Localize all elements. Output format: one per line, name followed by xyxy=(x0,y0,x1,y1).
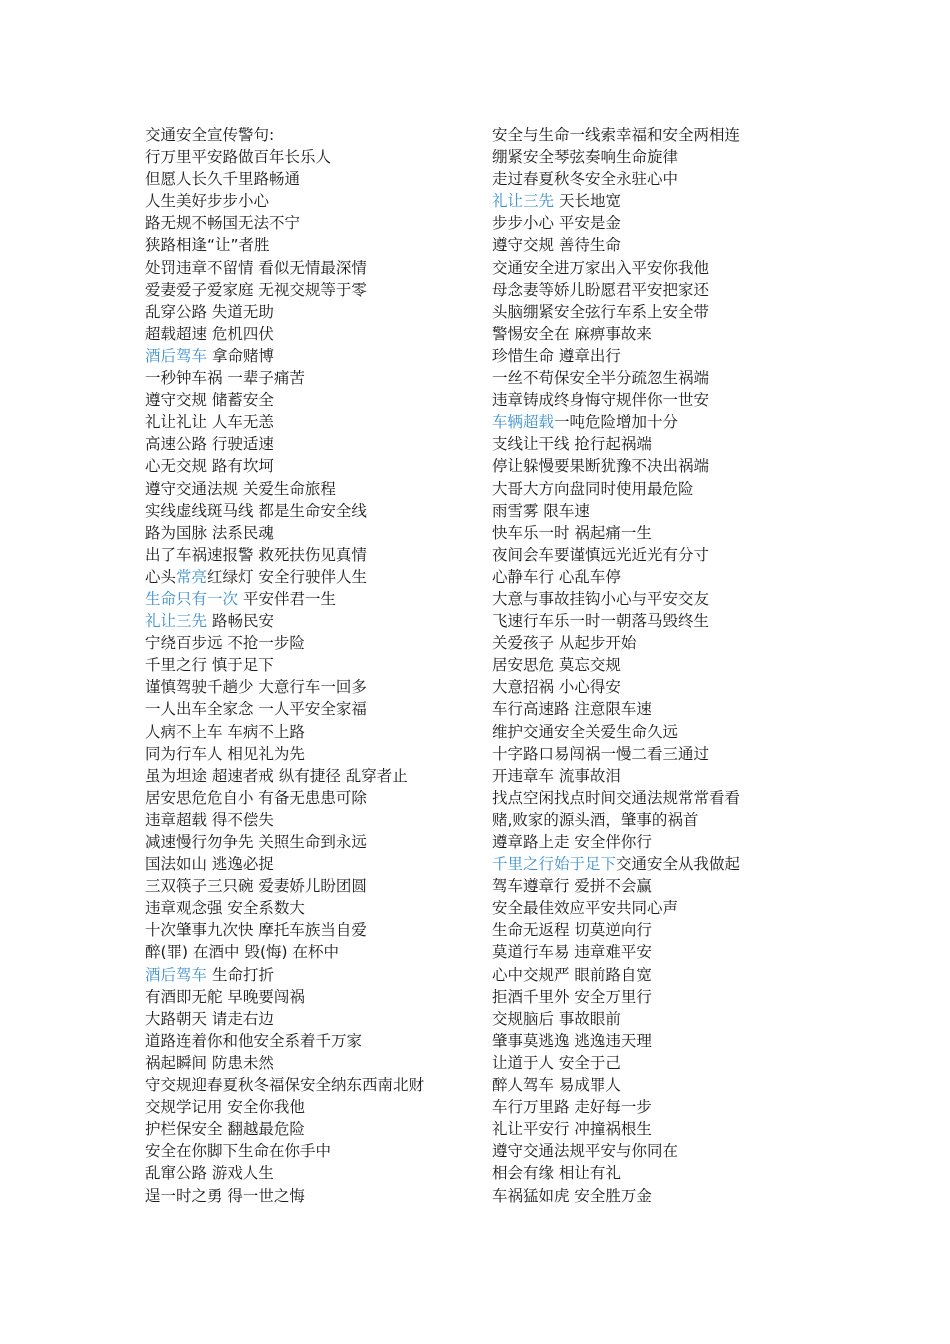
slogan-line xyxy=(145,787,475,809)
slogan-text: 停让躲慢要果断犹豫不决出祸端 xyxy=(492,457,710,476)
slogan-text: 乱穿公路 失道无助 xyxy=(145,302,274,321)
slogan-text: 一秒钟车祸 一辈子痛苦 xyxy=(145,369,305,388)
slogan-line xyxy=(145,433,475,455)
slogan-line xyxy=(145,544,475,566)
slogan-line xyxy=(492,323,792,345)
slogan-line xyxy=(492,124,792,146)
slogan-line xyxy=(145,257,475,279)
slogan-text: 十次肇事九次快 摩托车族当自爱 xyxy=(145,921,367,940)
slogan-text: 祸起瞬间 防患未然 xyxy=(145,1053,274,1072)
slogan-line xyxy=(492,500,792,522)
slogan-text: 相会有缘 相让有礼 xyxy=(492,1164,621,1183)
slogan-line xyxy=(492,544,792,566)
slogan-line xyxy=(145,1162,475,1184)
slogan-line xyxy=(145,1074,475,1096)
slogan-line xyxy=(492,809,792,831)
slogan-text: 支线让干线 抢行起祸端 xyxy=(492,435,652,454)
slogan-line xyxy=(145,411,475,433)
slogan-line xyxy=(145,367,475,389)
slogan-line xyxy=(492,234,792,256)
slogan-line xyxy=(492,367,792,389)
slogan-text: 交通安全从我做起 xyxy=(616,855,741,874)
slogan-line xyxy=(145,831,475,853)
slogan-line xyxy=(145,654,475,676)
slogan-line xyxy=(145,478,475,500)
slogan-text: 遵守交通法规 关爱生命旅程 xyxy=(145,479,336,498)
slogan-line xyxy=(145,345,475,367)
slogan-line xyxy=(145,610,475,632)
slogan-text: 有酒即无舵 早晚要闯祸 xyxy=(145,987,305,1006)
slogan-line xyxy=(145,389,475,411)
slogan-line xyxy=(492,1008,792,1030)
highlighted-text: 礼让三先 xyxy=(492,192,555,211)
slogan-line xyxy=(145,1008,475,1030)
slogan-line xyxy=(145,743,475,765)
slogan-text: 警惕安全在 麻痹事故来 xyxy=(492,324,652,343)
highlighted-text: 酒后驾车 xyxy=(145,965,208,984)
slogan-line xyxy=(492,964,792,986)
slogan-line xyxy=(492,1162,792,1184)
slogan-text: 夜间会车要谨慎远光近光有分寸 xyxy=(492,545,710,564)
slogan-text: 虽为坦途 超速者戒 纵有捷径 乱穿者止 xyxy=(145,766,408,785)
slogan-text: 超载超速 危机四伏 xyxy=(145,324,274,343)
slogan-text: 莫道行车易 违章难平安 xyxy=(492,943,652,962)
slogan-line xyxy=(492,919,792,941)
slogan-text: 爱妻爱子爱家庭 无视交规等于零 xyxy=(145,280,367,299)
slogan-line xyxy=(492,654,792,676)
slogan-line xyxy=(492,433,792,455)
slogan-text: 头脑绷紧安全弦行车系上安全带 xyxy=(492,302,710,321)
slogan-text: 减速慢行勿争先 关照生命到永远 xyxy=(145,833,367,851)
slogan-line xyxy=(492,610,792,632)
slogan-line xyxy=(145,522,475,544)
slogan-line xyxy=(492,853,792,875)
slogan-text: 醉人驾车 易成罪人 xyxy=(492,1076,621,1095)
slogan-text: 一吨危险增加十分 xyxy=(554,413,679,432)
slogan-text: 道路连着你和他安全系着千万家 xyxy=(145,1031,363,1050)
slogan-text: 护栏保安全 翻越最危险 xyxy=(145,1120,305,1139)
slogan-text: 人生美好步步小心 xyxy=(145,192,270,211)
slogan-line xyxy=(492,279,792,301)
slogan-text: 拒酒千里外 安全万里行 xyxy=(492,987,652,1006)
slogan-text: 快车乐一时 祸起痛一生 xyxy=(492,523,652,542)
slogan-text: 生命无返程 切莫逆向行 xyxy=(492,921,652,940)
slogan-text: 高速公路 行驶适速 xyxy=(145,435,274,454)
slogan-text: 安全在你脚下生命在你手中 xyxy=(145,1142,332,1161)
slogan-text: 处罚违章不留情 看似无情最深情 xyxy=(145,258,367,277)
slogan-text: 飞速行车乐一时一朝落马毁终生 xyxy=(492,612,710,631)
slogan-line xyxy=(145,124,475,146)
slogan-line xyxy=(145,986,475,1008)
slogan-text: 宁绕百步远 不抢一步险 xyxy=(145,634,305,653)
slogan-line xyxy=(145,234,475,256)
slogan-text: 平安伴君一生 xyxy=(238,589,336,608)
slogan-line xyxy=(145,455,475,477)
slogan-text: 路为国脉 法系民魂 xyxy=(145,523,274,542)
slogan-line xyxy=(492,743,792,765)
slogan-text: 大意与事故挂钩小心与平安交友 xyxy=(492,589,710,608)
slogan-line xyxy=(492,522,792,544)
highlighted-text: 车辆超载 xyxy=(492,413,555,432)
slogan-text: 大路朝天 请走右边 xyxy=(145,1009,274,1028)
slogan-line xyxy=(492,190,792,212)
slogan-text: 找点空闲找点时间交通法规常常看看 xyxy=(492,788,741,807)
slogan-text: 违章超载 得不偿失 xyxy=(145,810,274,829)
slogan-line xyxy=(492,257,792,279)
slogan-text: 人病不上车 车病不上路 xyxy=(145,722,305,741)
slogan-line xyxy=(492,632,792,654)
slogan-text: 居安思危 莫忘交规 xyxy=(492,656,621,675)
slogan-line xyxy=(492,566,792,588)
slogan-text: 安全最佳效应平安共同心声 xyxy=(492,899,679,918)
slogan-text: 交规脑后 事故眼前 xyxy=(492,1009,621,1028)
slogan-text: 出了车祸速报警 救死扶伤见真情 xyxy=(145,545,367,564)
slogan-text: 遵守交规 善待生命 xyxy=(492,236,621,255)
slogan-text: 路畅民安 xyxy=(207,612,274,631)
slogan-line xyxy=(145,146,475,168)
slogan-text: 车行高速路 注意限车速 xyxy=(492,700,652,719)
slogan-line xyxy=(145,190,475,212)
slogan-line xyxy=(492,787,792,809)
slogan-line xyxy=(492,1074,792,1096)
slogan-text: 十字路口易闯祸一慢二看三通过 xyxy=(492,744,710,763)
slogan-line xyxy=(492,941,792,963)
slogan-line xyxy=(492,721,792,743)
slogan-text: 关爱孩子 从起步开始 xyxy=(492,634,637,653)
slogan-line xyxy=(492,698,792,720)
slogan-text: 珍惜生命 遵章出行 xyxy=(492,346,621,365)
slogan-text: 违章观念强 安全系数大 xyxy=(145,899,305,918)
slogan-text: 维护交通安全关爱生命久远 xyxy=(492,722,679,741)
slogan-text: 交通安全宣传警句: xyxy=(145,126,275,144)
slogan-text: 驾车遵章行 爱拼不会赢 xyxy=(492,877,652,896)
slogan-text: 居安思危危自小 有备无患患可除 xyxy=(145,788,367,807)
slogan-line xyxy=(492,301,792,323)
slogan-line xyxy=(145,500,475,522)
slogan-text: 同为行车人 相见礼为先 xyxy=(145,744,305,763)
slogan-line xyxy=(145,964,475,986)
slogan-text: 千里之行 慎于足下 xyxy=(145,656,274,675)
highlighted-text: 常亮 xyxy=(176,567,208,586)
slogan-text: 车祸猛如虎 安全胜万金 xyxy=(492,1186,652,1205)
slogan-text: 赌,败家的源头酒，肇事的祸首 xyxy=(492,810,699,829)
slogan-text: 行万里平安路做百年长乐人 xyxy=(145,148,332,167)
slogan-text: 乱窜公路 游戏人生 xyxy=(145,1164,274,1183)
slogan-text: 守交规迎春夏秋冬福保安全纳东西南北财 xyxy=(145,1076,425,1095)
slogan-line xyxy=(145,1096,475,1118)
slogan-text: 狭路相逢“让”者胜 xyxy=(145,236,270,255)
slogan-line xyxy=(492,897,792,919)
slogan-line xyxy=(145,632,475,654)
slogan-text: 但愿人长久千里路畅通 xyxy=(145,170,301,189)
slogan-text: 大哥大方向盘同时使用最危险 xyxy=(492,479,694,498)
slogan-line xyxy=(145,698,475,720)
slogan-text: 雨雪雾 限车速 xyxy=(492,501,590,520)
slogan-text: 心头 xyxy=(145,567,177,586)
slogan-line xyxy=(145,919,475,941)
slogan-line xyxy=(145,1118,475,1140)
slogan-text: 遵章路上走 安全伴你行 xyxy=(492,833,652,851)
slogan-text: 三双筷子三只碗 爱妻娇儿盼团圆 xyxy=(145,877,367,896)
slogan-text: 大意招祸 小心得安 xyxy=(492,678,621,697)
slogan-line xyxy=(145,853,475,875)
slogan-line xyxy=(145,323,475,345)
slogan-text: 交通安全进万家出入平安你我他 xyxy=(492,258,710,277)
slogan-line xyxy=(145,875,475,897)
slogan-line xyxy=(492,389,792,411)
slogan-line xyxy=(492,168,792,190)
highlighted-text: 酒后驾车 xyxy=(145,346,208,365)
slogan-line xyxy=(492,411,792,433)
slogan-line xyxy=(492,831,792,853)
slogan-line xyxy=(492,455,792,477)
slogan-line xyxy=(492,765,792,787)
slogan-text: 肇事莫逃逸 逃逸违天理 xyxy=(492,1031,652,1050)
slogan-text: 实线虚线斑马线 都是生命安全线 xyxy=(145,501,367,520)
slogan-line xyxy=(145,1185,475,1207)
slogan-line xyxy=(145,897,475,919)
slogan-line xyxy=(145,765,475,787)
slogan-line xyxy=(145,279,475,301)
slogan-line xyxy=(145,676,475,698)
slogan-line xyxy=(492,875,792,897)
slogan-text: 遵守交规 储蓄安全 xyxy=(145,391,274,410)
highlighted-text: 生命只有一次 xyxy=(145,589,239,608)
slogan-line xyxy=(145,809,475,831)
highlighted-text: 千里之行始于足下 xyxy=(492,855,617,874)
slogan-text: 路无规不畅国无法不宁 xyxy=(145,214,301,233)
slogan-text: 红绿灯 安全行驶伴人生 xyxy=(207,567,367,586)
slogan-text: 母念妻等娇儿盼愿君平安把家还 xyxy=(492,280,710,299)
slogan-line xyxy=(492,212,792,234)
slogan-text: 让道于人 安全于己 xyxy=(492,1053,621,1072)
slogan-text: 国法如山 逃逸必捉 xyxy=(145,855,274,874)
slogan-text: 谨慎驾驶千趟少 大意行车一回多 xyxy=(145,678,367,697)
slogan-text: 车行万里路 走好每一步 xyxy=(492,1098,652,1117)
slogan-line xyxy=(492,1030,792,1052)
left-column-slogans xyxy=(145,124,475,1207)
slogan-line xyxy=(145,1052,475,1074)
slogan-line xyxy=(492,345,792,367)
slogan-text: 一人出车全家念 一人平安全家福 xyxy=(145,700,367,719)
slogan-line xyxy=(145,588,475,610)
slogan-line xyxy=(145,1140,475,1162)
slogan-text: 醉(罪) 在酒中 毁(悔) 在杯中 xyxy=(145,943,339,962)
slogan-line xyxy=(145,721,475,743)
slogan-text: 生命打折 xyxy=(207,965,274,984)
slogan-text: 绷紧安全琴弦奏响生命旋律 xyxy=(492,148,679,167)
slogan-line xyxy=(145,212,475,234)
slogan-text: 心静车行 心乱车停 xyxy=(492,567,621,586)
slogan-text: 开违章车 流事故泪 xyxy=(492,766,621,785)
slogan-line xyxy=(492,1140,792,1162)
slogan-line xyxy=(492,676,792,698)
slogan-line xyxy=(492,1052,792,1074)
slogan-text: 违章铸成终身悔守规伴你一世安 xyxy=(492,391,710,410)
slogan-text: 天长地宽 xyxy=(554,192,621,211)
slogan-line xyxy=(492,146,792,168)
slogan-line xyxy=(492,1096,792,1118)
slogan-line xyxy=(492,1185,792,1207)
slogan-text: 安全与生命一线索幸福和安全两相连 xyxy=(492,126,741,144)
slogan-text: 交规学记用 安全你我他 xyxy=(145,1098,305,1117)
slogan-text: 一丝不苟保安全半分疏忽生祸端 xyxy=(492,369,710,388)
highlighted-text: 礼让三先 xyxy=(145,612,208,631)
slogan-text: 礼让礼让 人车无恙 xyxy=(145,413,274,432)
slogan-line xyxy=(492,986,792,1008)
slogan-text: 礼让平安行 冲撞祸根生 xyxy=(492,1120,652,1139)
slogan-line xyxy=(492,1118,792,1140)
slogan-text: 拿命赌博 xyxy=(207,346,274,365)
slogan-line xyxy=(145,301,475,323)
slogan-line xyxy=(145,566,475,588)
slogan-text: 心中交规严 眼前路自宽 xyxy=(492,965,652,984)
slogan-line xyxy=(145,168,475,190)
slogan-text: 心无交规 路有坎坷 xyxy=(145,457,274,476)
slogan-line xyxy=(145,1030,475,1052)
slogan-text: 遵守交通法规平安与你同在 xyxy=(492,1142,679,1161)
slogan-text: 逞一时之勇 得一世之悔 xyxy=(145,1186,305,1205)
slogan-text: 走过春夏秋冬安全永驻心中 xyxy=(492,170,679,189)
slogan-line xyxy=(492,588,792,610)
slogan-line xyxy=(145,941,475,963)
slogan-text: 步步小心 平安是金 xyxy=(492,214,621,233)
slogan-line xyxy=(492,478,792,500)
right-column-slogans xyxy=(492,124,792,1207)
